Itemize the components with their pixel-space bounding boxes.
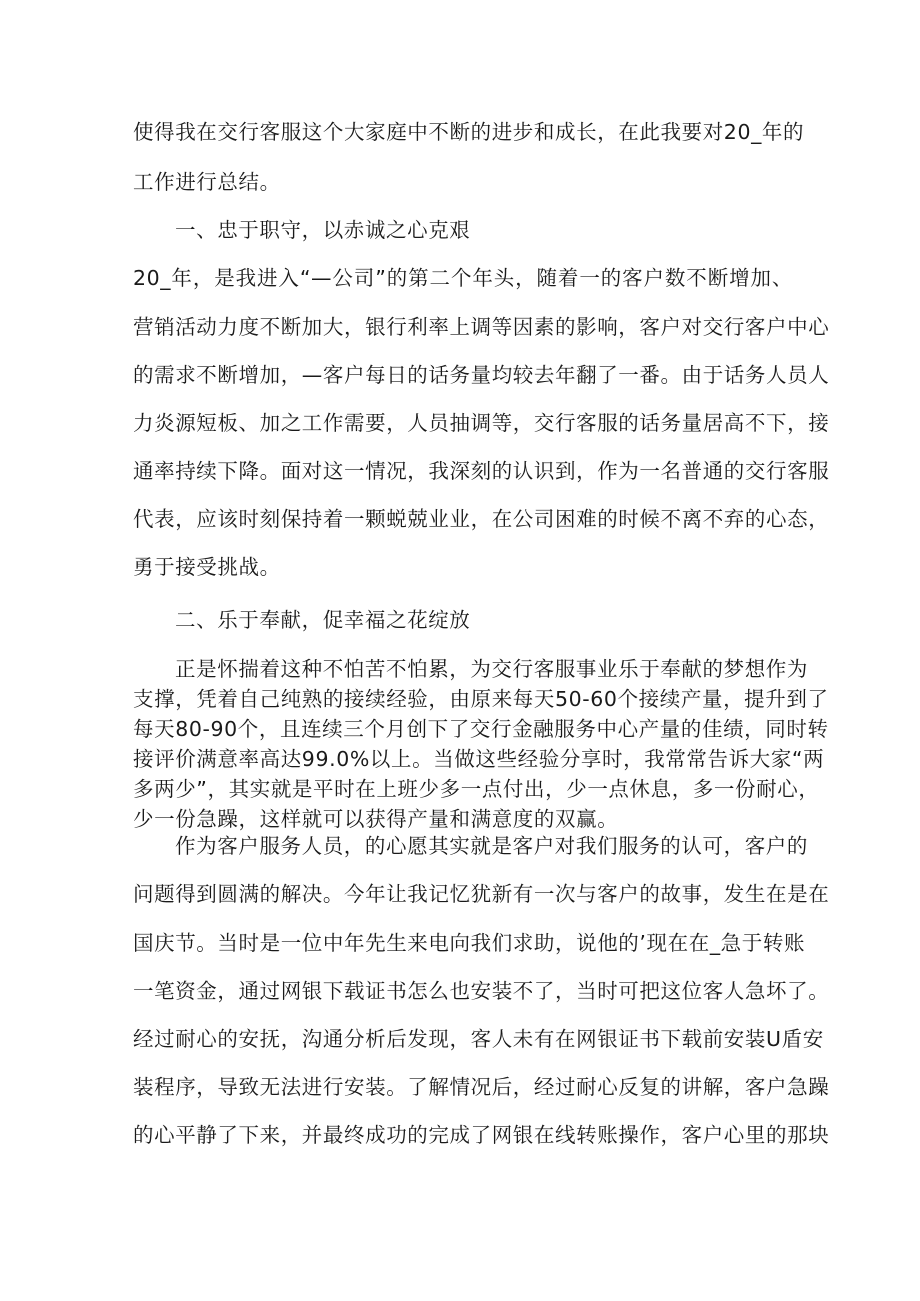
section-1-line-3: 的需求不断增加，—客户每日的话务量均较去年翻了一番。由于话务人员人: [133, 363, 830, 387]
section-2-p2-line-5: 经过耐心的安抚，沟通分析后发现，客人未有在网银证书下载前安装U盾安: [133, 1027, 824, 1051]
section-1-line-5: 通率持续下降。面对这一情况，我深刻的认识到，作为一名普通的交行客服: [133, 459, 830, 483]
section-1-line-4: 力炎源短板、加之工作需要，人员抽调等，交行客服的话务量居高不下，接: [133, 411, 830, 435]
section-1-line-6: 代表，应该时刻保持着一颗蜕兢业业，在公司困难的时候不离不弃的心态，: [133, 507, 830, 531]
section-1-line-7: 勇于接受挑战。: [133, 555, 281, 579]
section-1-heading: 一、忠于职守，以赤诚之心克艰: [175, 218, 471, 242]
section-2-p1-line-3: 每天80-90个，且连续三个月创下了交行金融服务中心产量的佳绩，同时转: [133, 717, 829, 741]
section-1-line-1: 20_年，是我进入“—公司”的第二个年头，随着一的客户数不断增加、: [133, 266, 793, 290]
section-2-p2-line-6: 装程序，导致无法进行安装。了解情况后，经过耐心反复的讲解，客户急躁: [133, 1075, 830, 1099]
intro-line-2: 工作进行总结。: [133, 170, 281, 194]
section-2-p1-line-2: 支撑，凭着自己纯熟的接续经验，由原来每天50-60个接续产量，提升到了: [133, 687, 829, 711]
section-2-p2-line-3: 国庆节。当时是一位中年先生来电向我们求助，说他的’现在在_急于转账: [133, 931, 806, 955]
section-2-p1-line-5: 多两少”，其实就是平时在上班少多一点付出，少一点休息，多一份耐心，: [133, 777, 820, 801]
section-2-p2-line-2: 问题得到圆满的解决。今年让我记忆犹新有一次与客户的故事，发生在是在: [133, 882, 830, 906]
section-2-p1-line-1: 正是怀揣着这种不怕苦不怕累，为交行客服事业乐于奉献的梦想作为: [175, 657, 808, 681]
section-1-line-2: 营销活动力度不断加大，银行利率上调等因素的影响，客户对交行客户中心: [133, 315, 830, 339]
section-2-p2-line-4: 一笔资金，通过网银下载证书怎么也安装不了，当时可把这位客人急坏了。: [133, 979, 830, 1003]
section-2-p1-line-4: 接评价满意率高达99.0%以上。当做这些经验分享时，我常常告诉大家“两: [133, 747, 825, 771]
section-2-p2-line-1: 作为客户服务人员，的心愿其实就是客户对我们服务的认可，客户的: [175, 834, 808, 858]
section-2-heading: 二、乐于奉献，促幸福之花绽放: [175, 608, 471, 632]
section-2-p1-line-6: 少一份急躁，这样就可以获得产量和满意度的双赢。: [133, 807, 619, 831]
section-2-p2-line-7: 的心平静了下来，并最终成功的完成了网银在线转账操作，客户心里的那块: [133, 1123, 830, 1147]
intro-line-1: 使得我在交行客服这个大家庭中不断的进步和成长，在此我要对20_年的: [133, 120, 805, 144]
